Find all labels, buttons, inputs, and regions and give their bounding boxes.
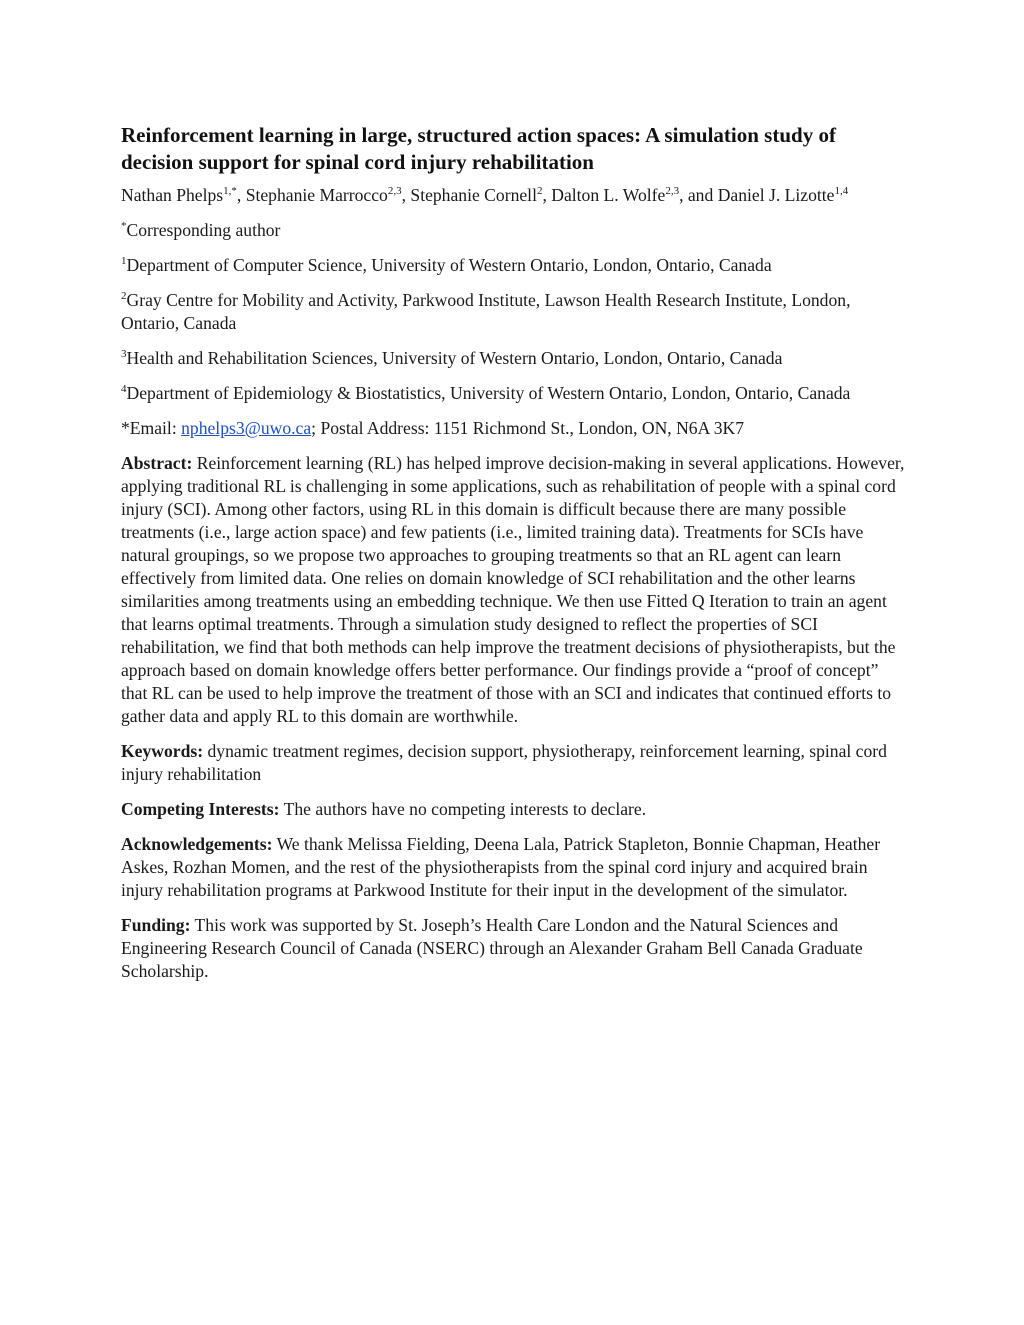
affiliation-text: Gray Centre for Mobility and Activity, Parkwood Institute, Lawson Health Research Institute, London, Ontario, Canada [121, 290, 851, 333]
acknowledgements-label: Acknowledgements: [121, 834, 273, 854]
funding-label: Funding: [121, 915, 191, 935]
affiliation-number: 3 [121, 348, 127, 360]
author-list [121, 184, 907, 207]
author-name: Daniel J. Lizotte [717, 185, 835, 205]
abstract-section [121, 452, 907, 728]
affiliation [121, 254, 907, 277]
keywords-section [121, 740, 907, 786]
competing-interests-label: Competing Interests: [121, 799, 280, 819]
affiliation-number: 4 [121, 383, 127, 395]
author-affiliation-mark: 2,3 [665, 185, 680, 197]
postal-address: ; Postal Address: 1151 Richmond St., London, ON, N6A 3K7 [311, 418, 745, 438]
author-affiliation-mark: 2 [536, 185, 543, 197]
paper-title: Reinforcement learning in large, structured action spaces: A simulation study of decision support for spinal cord injury rehabilitation [121, 123, 836, 174]
keywords-label: Keywords: [121, 741, 204, 761]
acknowledgements-section [121, 833, 907, 902]
corresponding-mark: * [121, 220, 127, 232]
acknowledgements-text: We thank Melissa Fielding, Deena Lala, Patrick Stapleton, Bonnie Chapman, Heather Askes, Rozhan Momen, and the rest of the physiotherapists from the spinal cord injury and acquired brain injury rehabilitation programs at Parkwood Institute for their input in the development of the simulator. [121, 834, 881, 900]
author-name: Dalton L. Wolfe [551, 185, 666, 205]
corresponding-text: Corresponding author [126, 220, 281, 240]
author-separator: , [236, 185, 246, 205]
contact-info [121, 417, 907, 440]
author-affiliation-mark: 2,3 [387, 185, 402, 197]
abstract-text: Reinforcement learning (RL) has helped improve decision-making in several applications. However, applying traditional RL is challenging in some applications, such as rehabilitation of people with a spinal cord injury (SCI). Among other factors, using RL in this domain is difficult because there are many possible treatments (i.e., large action space) and few patients (i.e., limited training data). Treatments for SCIs have natural groupings, so we propose two approaches to grouping treatments so that an RL agent can learn effectively from limited data. One relies on domain knowledge of SCI rehabilitation and the other learns similarities among treatments using an embedding technique. We then use Fitted Q Iteration to train an agent that learns optimal treatments. Through a simulation study designed to reflect the properties of SCI rehabilitation, we find that both methods can help improve the treatment decisions of physiotherapists, but the approach based on domain knowledge offers better performance. Our findings provide a “proof of concept” that RL can be used to help improve the treatment of those with an SCI and indicates that continued efforts to gather data and apply RL to this domain are worthwhile. [121, 453, 905, 726]
author-affiliation-mark: 1,4 [834, 185, 849, 197]
author-name: Stephanie Marrocco [245, 185, 388, 205]
author-separator: , and [679, 185, 718, 205]
affiliation [121, 347, 907, 370]
author-name: Nathan Phelps [121, 185, 224, 205]
funding-section [121, 914, 907, 983]
funding-text: This work was supported by St. Joseph’s Health Care London and the Natural Sciences and Engineering Research Council of Canada (NSERC) through an Alexander Graham Bell Canada Graduate Scholarship. [121, 915, 863, 981]
email-link[interactable]: nphelps3@uwo.ca [181, 418, 312, 438]
keywords-text: dynamic treatment regimes, decision support, physiotherapy, reinforcement learning, spinal cord injury rehabilitation [121, 741, 887, 784]
affiliation-text: Department of Computer Science, University of Western Ontario, London, Ontario, Canada [126, 255, 772, 275]
competing-interests-section [121, 798, 907, 821]
email-prefix: *Email: [121, 418, 182, 438]
abstract-label: Abstract: [121, 453, 193, 473]
affiliation-number: 1 [121, 255, 127, 267]
author-name: Stephanie Cornell [410, 185, 537, 205]
affiliation [121, 382, 907, 405]
corresponding-author-note [121, 219, 907, 242]
author-affiliation-mark: 1,* [223, 185, 237, 197]
competing-interests-text: The authors have no competing interests to declare. [283, 799, 647, 819]
affiliation-text: Health and Rehabilitation Sciences, University of Western Ontario, London, Ontario, Canada [126, 348, 783, 368]
paper-page [121, 122, 907, 995]
affiliation-text: Department of Epidemiology & Biostatistics, University of Western Ontario, London, Ontario, Canada [126, 383, 851, 403]
author-separator: , [401, 185, 411, 205]
affiliation [121, 289, 907, 335]
affiliation-number: 2 [121, 290, 127, 302]
author-separator: , [542, 185, 552, 205]
